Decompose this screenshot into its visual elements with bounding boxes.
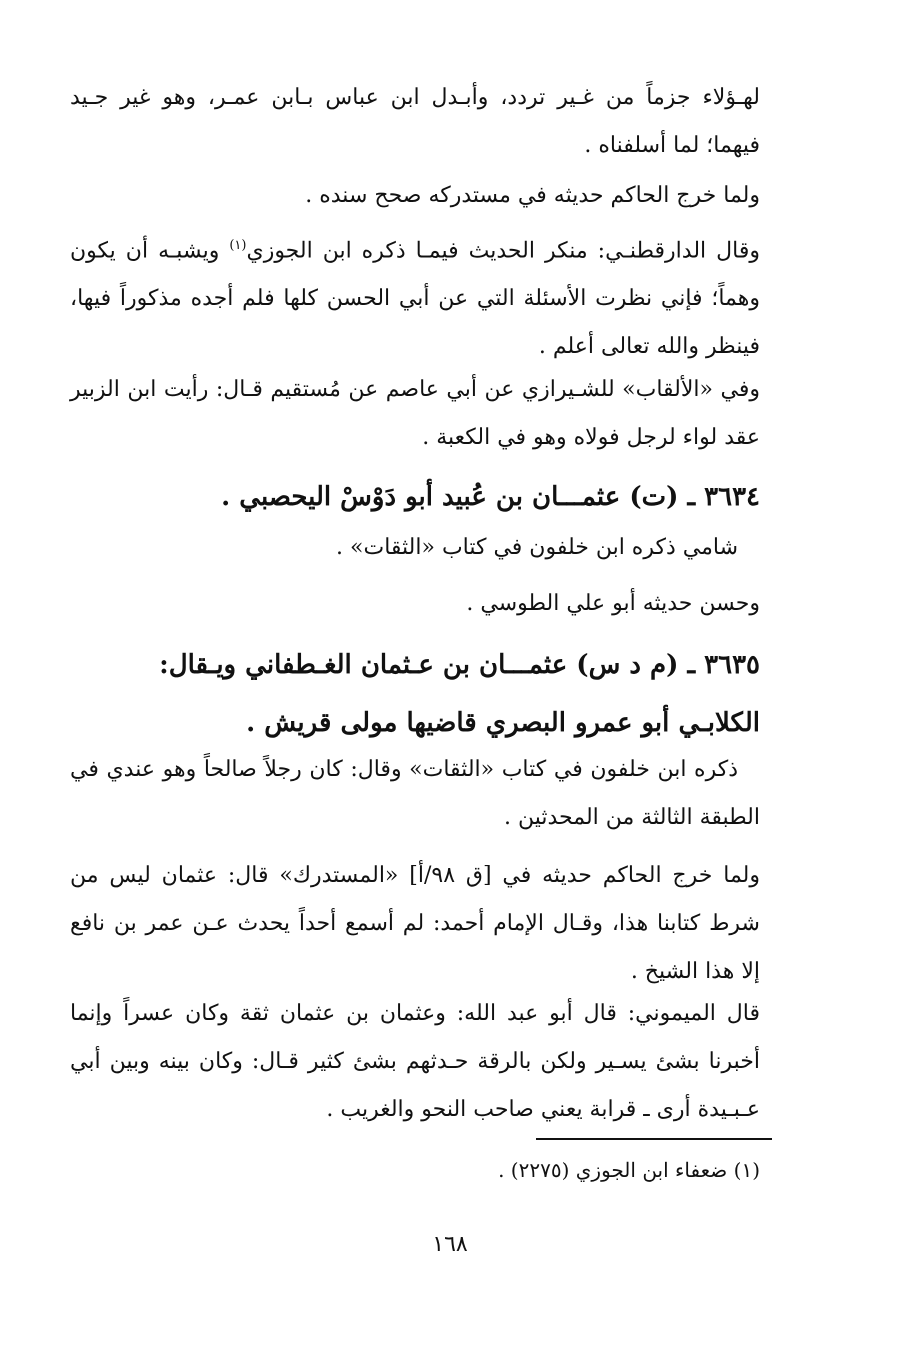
paragraph-daraqutni-text-a: وقال الدارقطنـي: منكر الحديث فيمـا ذكره ابن الجوزي: [246, 238, 760, 264]
footnote: (١) ضعفاء ابن الجوزي (٢٢٧٥) .: [498, 1158, 760, 1182]
paragraph-alqab: وفي «الألقاب» للشـيرازي عن أبي عاصم عن مُستقيم قـال: رأيت ابن الزبير عقد لواء لرجل فولاه وهو في الكعبة .: [70, 377, 760, 450]
entry-heading-3634: ٣٦٣٤ ـ (ت) عثمـــان بن عُبيد أبو دَوْسْ اليحصبي .: [221, 482, 760, 512]
paragraph-continuation: لهـؤلاء جزماً من غـير تردد، وأبـدل ابن عباس بـابن عمـر، وهو غير جـيد فيهما؛ لما أسلفناه .: [70, 85, 760, 158]
paragraph-daraqutni: [70, 222, 760, 371]
paragraph-hakim-mustadrak: ولما خرج الحاكم حديثه في مستدركه صحح سنده .: [305, 183, 760, 208]
paragraph-daraqutni-text-b: ويشبـه أن يكون وهماً؛ فإني نظرت الأسئلة التي عن أبي الحسن كلها فلم أجده مذكوراً فيها، فينظر والله تعالى أعلم .: [70, 238, 760, 360]
paragraph-thiqat: ذكره ابن خلفون في كتاب «الثقات» وقال: كان رجلاً صالحاً وهو عندي في الطبقة الثالثة من المحدثين .: [70, 757, 760, 830]
paragraph-tusi: وحسن حديثه أبو علي الطوسي .: [466, 591, 760, 616]
page-number: ١٦٨: [432, 1232, 468, 1257]
paragraph-shami: شامي ذكره ابن خلفون في كتاب «الثقات» .: [336, 535, 738, 560]
footnote-divider: [536, 1138, 772, 1140]
paragraph-ahmad: ولما خرج الحاكم حديثه في [ق ٩٨/أ] «المستدرك» قال: عثمان ليس من شرط كتابنا هذا، وقـال الإمام أحمد: لم أسمع أحداً يحدث عـن عمر بن نافع إلا هذا الشيخ .: [70, 863, 760, 984]
paragraph-maimuni: قال الميموني: قال أبو عبد الله: وعثمان بن عثمان ثقة وكان عسراً وإنما أخبرنا بشئ يسـير ولكن بالرقة حـدثهم بشئ كثير قـال: وكان بينه وبين أبي عـبـيدة أرى ـ قرابة يعني صاحب النحو والغريب .: [70, 1001, 760, 1122]
entry-heading-3635: ٣٦٣٥ ـ (م د س) عثمـــان بن عـثمان الغـطفاني ويـقال: الكلابـي أبو عمرو البصري قاضيها مولى قريش .: [159, 650, 760, 738]
footnote-reference: (١): [229, 238, 247, 253]
